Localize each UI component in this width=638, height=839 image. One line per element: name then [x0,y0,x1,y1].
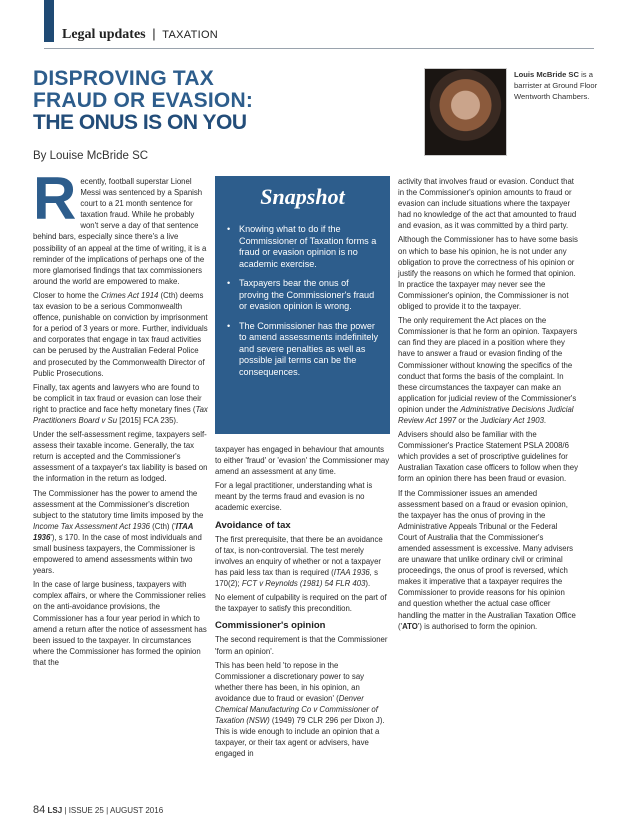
section-header [62,26,218,43]
subheading-opinion: Commissioner's opinion [215,620,326,632]
paragraph [33,488,208,577]
paragraph-text: or the [456,415,481,425]
paragraph: taxpayer has engaged in behaviour that amounts to either 'fraud' or 'evasion' the Commissioner may amend an assessment at any time. [215,445,390,477]
header-accent-bar [44,0,54,42]
act-citation: ITAA 1936, [333,567,372,577]
publication-brand: LSJ [47,806,63,815]
page-number: 84 [33,804,46,816]
snapshot-box [215,176,390,434]
author-caption [514,69,614,102]
paragraph-text: This has been held 'to repose in the Commissioner a discretionary power to say whether there has been, in his opinion, an avoidance due to fraud or evasion' ( [215,660,365,703]
footer-separator: | [64,806,67,815]
paragraph-text: The first prerequisite, that there be an avoidance of tax, is non-controversial. The test merely involves an enquiry of whether or not a taxpayer has paid less tax than is required ( [215,534,383,577]
snapshot-item: • The Commissioner has the power to amend assessments indefinitely and severe penalties as well as possible jail terms can be the consequences. [225,321,380,379]
paragraph-text: s 170(2); [215,567,378,589]
paragraph-text: '), s 170. In the case of most individuals and small business taxpayers, the Commissioner is empowered to amend assessments within two years. [33,532,202,576]
snapshot-item: • Taxpayers bear the onus of proving the Commissioner's fraud or evasion opinion is wrong. [225,278,380,313]
author-name: Louis McBride SC [514,70,579,79]
paragraph [33,290,208,379]
paragraph [33,382,208,426]
snapshot-title: Snapshot [260,184,345,209]
act-citation: Judiciary Act 1903 [480,415,544,425]
column-3 [398,176,578,635]
title-line-3: THE ONUS IS ON YOU [33,111,247,134]
paragraph: activity that involves fraud or evasion. Conduct that in the Commissioner's opinion amounts to fraud or evasion can include situations where the taxpayer had no knowledge of the act that amounted to fraud and evasion, as it was committed by a third party. [398,177,577,231]
paragraph-text: The Commissioner has the power to amend the assessment at the Commissioner's discretion subject to the statutory time limits imposed by the [33,488,204,520]
paragraph: Although the Commissioner has to have some basis on which to base his opinion, he is not under any obligation to prove the correctness of his opinion or justify the reasons on which he formed that opinion. In practice the taxpayer may never see the Commissioner's opinion, the Commissioner is not obliged to provide it to the taxpayer. [398,235,578,312]
paragraph-text: If the Commissioner issues an amended assessment based on a fraud or evasion opinion, the taxpayer has the onus of proving in the Administrative Appeals Tribunal or the Federal Court of Australia that the Commissioner's amended assessment is excessive. Many advisers are unaware that unlike ordinary civil or criminal proceedings, the onus of proof is reversed, which makes it imperative that a taxpayer requires the Commissioner to provide reasons for his opinion and question whether the actual case officer handling the matter in the Australian Taxation Office (' [398,488,576,631]
paragraph-text: ecently, football superstar Lionel Messi was sentenced by a Spanish court to a 21 month sentence for taxation fraud. While he probably won't serve a day of that sentence behind bars, especially since there's a live possibility of an appeal at the time of writing, it is a reminder of the implications of perhaps one of the more glamorised findings that tax commissioners around the world are empowered to make. [33,177,207,286]
section-label: Legal updates [62,27,146,42]
subheading-avoidance: Avoidance of tax [215,519,291,531]
paragraph-text: . [543,415,547,425]
title-line-2: FRAUD OR EVASION: [33,89,254,112]
byline: By Louise McBride SC [33,150,149,162]
paragraph-text: The only requirement the Act places on the Commissioner is that he form an opinion. Taxpayers can find they are placed in a position where they have to answer a fraud or evasion finding of the Commissioner without knowing the specifics of the conduct that forms the basis of the complaint. In these circumstances the taxpayer can make an application for judicial review of the Commissioner's opinion under the [398,316,578,414]
paragraph: Under the self-assessment regime, taxpayers self-assess their taxable income. Generally, the tax return is accepted and the Commissioner's assessment of a taxpayer's tax liability is based on the information in the return as lodged. [33,430,208,484]
paragraph [398,488,578,632]
paragraph-text: (1949) 79 CLR 296 per Dixon J). This is wide enough to include an opinion that a taxpayer, or their tax agent or advisers, have engaged in [215,716,385,759]
header-divider [44,48,594,49]
header-separator: | [152,26,156,41]
paragraph-text: Finally, tax agents and lawyers who are found to be complicit in tax fraud or evasion can lose their right to practice and face hefty monetary fines ( [33,382,202,414]
case-citation: Tax Practitioners Board v Su [33,404,208,425]
act-citation: Crimes Act 1914 [101,290,159,300]
drop-cap: R [33,165,77,232]
category-label: TAXATION [162,29,219,41]
column-1 [33,165,208,671]
paragraph: The second requirement is that the Commissioner 'form an opinion'. [215,635,388,656]
paragraph [398,315,578,426]
case-citation: Denver Chemical Manufacturing Co v Commissioner of Taxation (NSW) [215,693,378,726]
paragraph-text: (Cth) deems tax evasion to be a serious Commonwealth offence, punishable on conviction by imprisonment for a period of 3 years or more. Further, individuals and corporates that engage in tax fraud activities can be perused by the Australian Federal Police and prosecuted by the Commonwealth Director of Public Prosecutions. [33,290,208,378]
author-bio: is a barrister at Ground Floor Wentworth Chambers. [514,70,598,101]
issue-date: AUGUST 2016 [109,806,164,815]
paragraph: For a legal practitioner, understanding what is meant by the terms fraud and evasion is no academic exercise. [215,481,373,513]
title-line-1: DISPROVING TAX [33,67,214,90]
page-footer [33,804,163,816]
paragraph [33,165,208,287]
paragraph-text: ') is authorised to form the opinion. [417,621,538,631]
paragraph: In the case of large business, taxpayers with complex affairs, or where the Commissioner relies on the anti-avoidance provisions, the Commissioner has a four year period in which to amend a return after the notice of assessment has been issued to the taxpayer. In circumstances where the Commissioner has formed the opinion that the [33,580,207,667]
paragraph [215,534,390,589]
paragraph-text: [2015] FCA 235). [117,415,179,425]
author-photo [424,68,507,156]
paragraph: Advisers should also be familiar with the Commissioner's Practice Statement PSLA 2008/6 which provides a set of proscriptive guidelines for Australian Taxation case officers to follow when they form an opinion there has been fraud or evasion. [398,430,579,484]
abbreviation: ATO [402,621,418,631]
act-citation: Income Tax Assessment Act 1936 [33,521,151,531]
paragraph-text: ). [365,579,371,589]
act-abbreviation: ITAA 1936 [33,521,194,542]
paragraph-text: (Cth) (' [150,521,176,531]
footer-separator: | [106,806,109,815]
paragraph: No element of culpability is required on the part of the taxpayer to satisfy this precondition. [215,593,387,614]
snapshot-item: • Knowing what to do if the Commissioner of Taxation forms a fraud or evasion opinion is no academic exercise. [225,224,380,270]
issue-number: ISSUE 25 [68,806,104,815]
article-title [33,68,333,134]
paragraph [215,660,390,760]
paragraph-text: Closer to home the [33,290,102,300]
case-citation: FCT v Reynolds (1981) 54 FLR 403 [241,579,366,589]
column-2 [215,444,390,762]
act-citation: Administrative Decisions Judicial Review Act 1997 [398,404,574,425]
snapshot-list [225,224,380,378]
